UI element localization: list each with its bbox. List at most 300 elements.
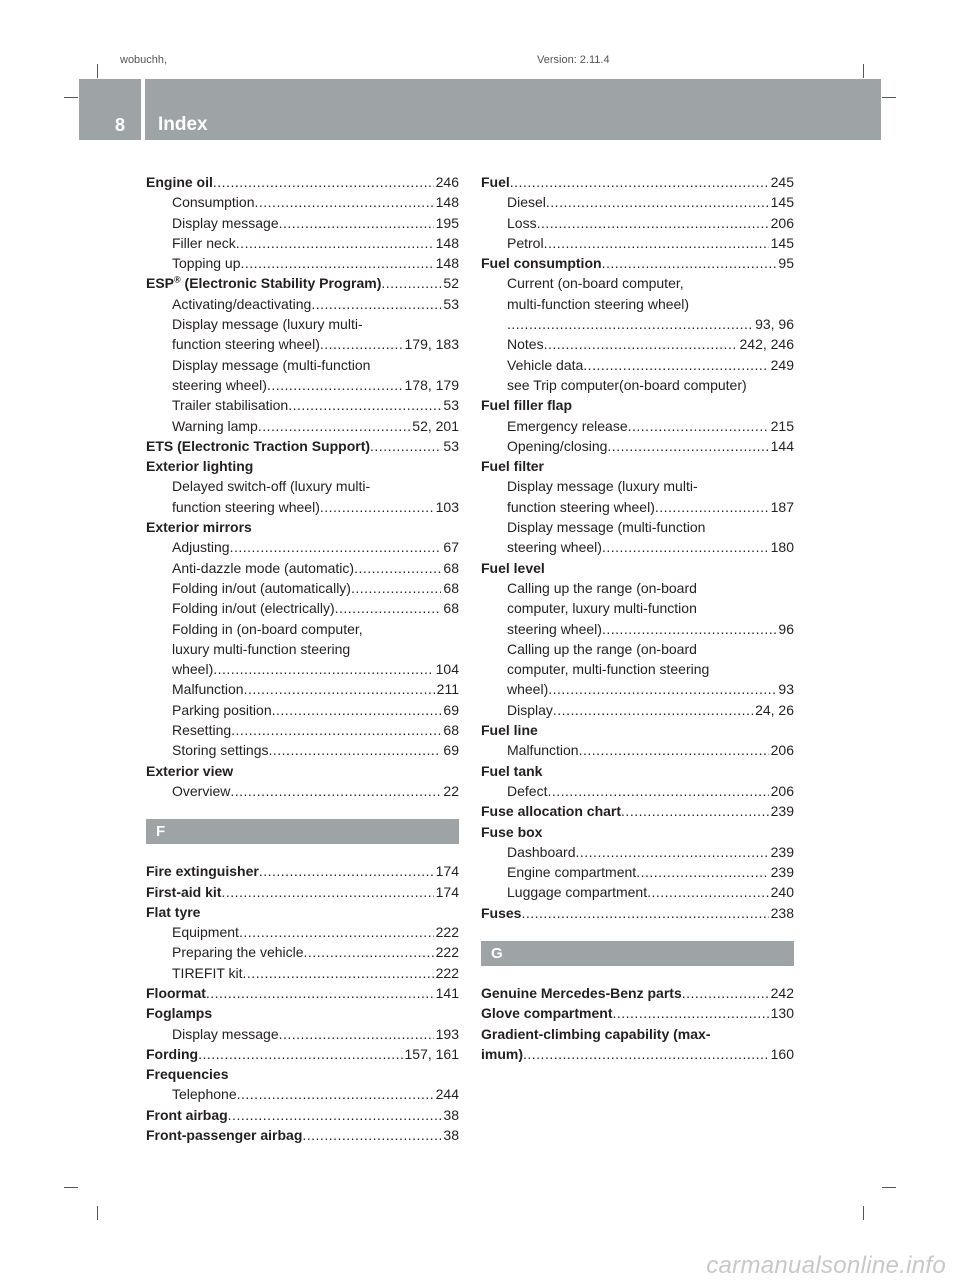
- page-reference[interactable]: 145: [770, 234, 794, 251]
- entry-text: Foglamps: [146, 1005, 213, 1022]
- index-entry: [481, 558, 794, 578]
- entry-text: steering wheel): [507, 539, 602, 556]
- entry-text: Trailer stabilisation: [172, 397, 289, 414]
- page-header: [79, 79, 881, 140]
- leader-dots: [228, 1105, 442, 1125]
- index-subentry: [146, 497, 459, 517]
- index-subentry: [146, 314, 459, 334]
- page-reference[interactable]: 38: [443, 1106, 459, 1123]
- leader-dots: [602, 253, 777, 273]
- index-subentry: [481, 355, 794, 375]
- page-reference[interactable]: 222: [435, 964, 459, 981]
- entry-text: Diesel: [507, 194, 546, 211]
- page-reference[interactable]: 239: [770, 803, 794, 820]
- leader-dots: [259, 861, 434, 881]
- index-entry: [146, 861, 459, 881]
- page-reference[interactable]: 69: [443, 701, 459, 718]
- entry-text: Fuel filler flap: [481, 397, 573, 414]
- leader-dots: [272, 700, 442, 720]
- index-entry: [146, 1064, 459, 1084]
- entry-text: wheel): [172, 661, 214, 678]
- page-reference[interactable]: 38: [443, 1127, 459, 1144]
- leader-dots: [304, 942, 434, 962]
- page-reference[interactable]: 69: [443, 742, 459, 759]
- page-reference[interactable]: 141: [435, 984, 459, 1001]
- entry-text: Front-passenger airbag: [146, 1127, 303, 1144]
- entry-text: Fuel level: [481, 559, 545, 576]
- page-reference[interactable]: 52: [443, 275, 459, 292]
- page-reference[interactable]: 244: [435, 1086, 459, 1103]
- index-entry: [146, 882, 459, 902]
- leader-dots: [548, 679, 776, 699]
- leader-dots: [647, 882, 769, 902]
- page-reference[interactable]: 187: [770, 498, 794, 515]
- index-entry: [146, 456, 459, 476]
- watermark: carmanualsonline.info: [706, 1252, 946, 1279]
- page-reference[interactable]: 22: [443, 782, 459, 799]
- entry-text: TIREFIT kit: [172, 964, 243, 981]
- entry-text: Malfunction: [507, 742, 579, 759]
- leader-dots: [258, 416, 410, 436]
- index-subentry: [481, 273, 794, 293]
- index-entry: [481, 761, 794, 781]
- index-subentry: [481, 192, 794, 212]
- index-entry: [481, 822, 794, 842]
- index-entry: [146, 1105, 459, 1125]
- entry-text: Fording: [146, 1045, 199, 1062]
- page-reference[interactable]: 145: [770, 194, 794, 211]
- index-subentry: [146, 192, 459, 212]
- page-reference[interactable]: 95: [778, 255, 794, 272]
- leader-dots: [553, 700, 753, 720]
- index-subentry: [146, 395, 459, 415]
- page-title: Index: [158, 114, 208, 135]
- index-subentry: [481, 740, 794, 760]
- entry-text: Display message (luxury multi-: [172, 316, 363, 333]
- entry-text: Folding in (on-board computer,: [172, 620, 363, 637]
- entry-text: Opening/closing: [507, 437, 608, 454]
- leader-dots: [320, 497, 434, 517]
- index-subentry: [146, 213, 459, 233]
- entry-text: Defect: [507, 782, 548, 799]
- index-subentry: [481, 497, 794, 517]
- entry-text: Fuse box: [481, 823, 543, 840]
- index-entry: [146, 172, 459, 192]
- index-subentry: [481, 436, 794, 456]
- entry-text: Display message (multi-function: [172, 356, 371, 373]
- index-subentry: [481, 659, 794, 679]
- index-subentry: [481, 213, 794, 233]
- page-reference[interactable]: 239: [770, 864, 794, 881]
- index-entry: [481, 1044, 794, 1064]
- leader-dots: [579, 740, 769, 760]
- index-entry: [146, 902, 459, 922]
- page-reference[interactable]: 148: [435, 234, 459, 251]
- entry-text: Glove compartment: [481, 1005, 613, 1022]
- index-subentry: [146, 558, 459, 578]
- entry-text: Loss: [507, 214, 537, 231]
- index-subentry: [146, 679, 459, 699]
- entry-text: function steering wheel): [172, 336, 320, 353]
- section-letter: F: [146, 819, 459, 844]
- page-reference[interactable]: 195: [435, 214, 459, 231]
- page-reference[interactable]: 239: [770, 843, 794, 860]
- entry-text: First-aid kit: [146, 883, 222, 900]
- leader-dots: [231, 720, 441, 740]
- leader-dots: [198, 1044, 402, 1064]
- page-reference[interactable]: 240: [770, 884, 794, 901]
- page-reference[interactable]: 157, 161: [404, 1045, 459, 1062]
- entry-text: imum): [481, 1045, 523, 1062]
- index-entry: [146, 1125, 459, 1145]
- entry-text: Display message: [172, 214, 279, 231]
- leader-dots: [288, 395, 441, 415]
- index-entry: [481, 456, 794, 476]
- entry-text: computer, multi-function steering: [507, 661, 710, 678]
- page-reference[interactable]: 53: [443, 437, 459, 454]
- page-reference[interactable]: 68: [443, 579, 459, 596]
- index-subentry: [146, 659, 459, 679]
- entry-text: Filler neck: [172, 234, 236, 251]
- index-entry: [481, 395, 794, 415]
- index-subentry: [146, 253, 459, 273]
- entry-text: Display message: [172, 1025, 279, 1042]
- index-subentry: [146, 476, 459, 496]
- leader-dots: [537, 213, 769, 233]
- leader-dots: [655, 497, 769, 517]
- index-subentry: [146, 720, 459, 740]
- entry-text: Floormat: [146, 984, 206, 1001]
- leader-dots: [267, 375, 403, 395]
- entry-text: Equipment: [172, 924, 239, 941]
- index-entry: [481, 1024, 794, 1044]
- leader-dots: [269, 740, 442, 760]
- entry-text: Exterior lighting: [146, 458, 254, 475]
- page-reference[interactable]: 148: [435, 194, 459, 211]
- index-column-right: [481, 172, 794, 1064]
- leader-dots: [682, 983, 769, 1003]
- page-reference[interactable]: 160: [770, 1045, 794, 1062]
- entry-text: Display message (luxury multi-: [507, 478, 698, 495]
- page-reference[interactable]: 68: [443, 559, 459, 576]
- entry-text: Dashboard: [507, 843, 576, 860]
- index-subentry: [146, 1084, 459, 1104]
- crop-mark: [863, 64, 864, 78]
- page-reference[interactable]: 178, 179: [404, 376, 459, 393]
- page-reference[interactable]: 52, 201: [412, 417, 459, 434]
- entry-text: Topping up: [172, 255, 241, 272]
- file-meta-left: wobuchh,: [120, 54, 168, 66]
- index-entry: [146, 1044, 459, 1064]
- leader-dots: [255, 192, 434, 212]
- entry-text: function steering wheel): [507, 498, 655, 515]
- page-reference[interactable]: 174: [435, 883, 459, 900]
- page-reference[interactable]: 246: [435, 174, 459, 190]
- index-subentry: [481, 476, 794, 496]
- entry-text: Emergency release: [507, 417, 628, 434]
- leader-dots: [241, 253, 434, 273]
- index-subentry: [146, 537, 459, 557]
- leader-dots: [279, 213, 434, 233]
- leader-dots: [523, 1044, 769, 1064]
- page-reference[interactable]: 206: [770, 782, 794, 799]
- page-reference[interactable]: 179, 183: [404, 336, 459, 353]
- index-subentry: [481, 334, 794, 354]
- file-meta-right: Version: 2.11.4: [537, 54, 610, 66]
- page-reference[interactable]: 215: [770, 417, 794, 434]
- crop-mark: [64, 97, 78, 98]
- page-reference[interactable]: 245: [770, 174, 794, 190]
- page-reference[interactable]: 53: [443, 295, 459, 312]
- entry-text: Anti-dazzle mode (automatic): [172, 559, 355, 576]
- entry-text: Delayed switch-off (luxury multi-: [172, 478, 371, 495]
- entry-text: Engine compartment: [507, 864, 637, 881]
- index-subentry: [481, 679, 794, 699]
- entry-text: wheel): [507, 681, 549, 698]
- page-reference[interactable]: 193: [435, 1025, 459, 1042]
- leader-dots: [302, 1125, 441, 1145]
- leader-dots: [544, 334, 738, 354]
- leader-dots: [381, 273, 441, 293]
- page-reference[interactable]: 93: [778, 681, 794, 698]
- index-subentry: [146, 416, 459, 436]
- entry-text: Fuel line: [481, 722, 538, 739]
- leader-dots: [335, 598, 442, 618]
- leader-dots: [239, 922, 434, 942]
- index-subentry: [146, 942, 459, 962]
- entry-text: ETS (Electronic Traction Support): [146, 437, 371, 454]
- entry-text: Notes: [507, 336, 544, 353]
- index-subentry: [481, 882, 794, 902]
- page-reference[interactable]: 53: [443, 397, 459, 414]
- entry-text: Storing settings: [172, 742, 269, 759]
- entry-text: luxury multi-function steering: [172, 640, 351, 657]
- index-entry: [481, 720, 794, 740]
- leader-dots: [612, 1003, 768, 1023]
- page-reference[interactable]: 242, 246: [739, 336, 794, 353]
- entry-text: Display message (multi-function: [507, 519, 706, 536]
- header-divider: [141, 79, 145, 140]
- entry-text: Vehicle data: [507, 356, 584, 373]
- page-reference[interactable]: 103: [435, 498, 459, 515]
- index-subentry: [146, 781, 459, 801]
- leader-dots: [230, 781, 441, 801]
- entry-text: Exterior view: [146, 762, 234, 779]
- entry-text: Fuel filter: [481, 458, 545, 475]
- entry-text: Warning lamp: [172, 417, 258, 434]
- entry-text: Consumption: [172, 194, 255, 211]
- index-entry: [481, 801, 794, 821]
- crop-mark: [97, 1206, 98, 1220]
- crop-mark: [882, 1187, 896, 1188]
- leader-dots: [351, 578, 441, 598]
- page-reference[interactable]: 174: [435, 863, 459, 880]
- leader-dots: [213, 172, 434, 192]
- entry-text: Front airbag: [146, 1106, 228, 1123]
- entry-text: Activating/deactivating: [172, 295, 312, 312]
- page-reference[interactable]: 93, 96: [755, 316, 794, 333]
- page-reference[interactable]: 249: [770, 356, 794, 373]
- page-reference[interactable]: 68: [443, 722, 459, 739]
- index-subentry: [146, 578, 459, 598]
- leader-dots: [621, 801, 769, 821]
- index-subentry: [481, 862, 794, 882]
- leader-dots: [628, 416, 769, 436]
- entry-text: Calling up the range (on-board: [507, 640, 697, 657]
- index-subentry: [146, 355, 459, 375]
- entry-text: Adjusting: [172, 539, 230, 556]
- leader-dots: [230, 537, 442, 557]
- index-subentry: [481, 416, 794, 436]
- entry-text: Calling up the range (on-board: [507, 579, 697, 596]
- crop-mark: [882, 97, 896, 98]
- page-reference[interactable]: 222: [435, 924, 459, 941]
- entry-text: Folding in/out (electrically): [172, 600, 335, 617]
- page-reference[interactable]: 206: [770, 214, 794, 231]
- leader-dots: [311, 294, 441, 314]
- leader-dots: [279, 1024, 434, 1044]
- entry-text: Fuel tank: [481, 762, 543, 779]
- index-subentry: [481, 598, 794, 618]
- leader-dots: [236, 233, 434, 253]
- entry-text: Genuine Mercedes-Benz parts: [481, 984, 682, 1001]
- entry-text: Fuses: [481, 904, 522, 921]
- entry-text: steering wheel): [507, 620, 602, 637]
- leader-dots: [510, 172, 769, 192]
- page-reference[interactable]: 144: [770, 437, 794, 454]
- index-subentry: [481, 619, 794, 639]
- page-reference[interactable]: 104: [435, 661, 459, 678]
- page-reference[interactable]: 206: [770, 742, 794, 759]
- leader-dots: [521, 903, 768, 923]
- index-column-left: [146, 172, 459, 1145]
- index-subentry: [146, 619, 459, 639]
- index-subentry: [146, 294, 459, 314]
- section-letter: G: [481, 941, 794, 966]
- leader-dots: [507, 314, 753, 334]
- leader-dots: [602, 537, 769, 557]
- index-entry: [481, 172, 794, 192]
- leader-dots: [636, 862, 768, 882]
- entry-text: Flat tyre: [146, 903, 201, 920]
- crop-mark: [863, 1206, 864, 1220]
- entry-text: steering wheel): [172, 376, 267, 393]
- leader-dots: [243, 963, 434, 983]
- index-subentry: [146, 922, 459, 942]
- leader-dots: [370, 436, 441, 456]
- entry-text: Exterior mirrors: [146, 519, 252, 536]
- entry-text: Fire extinguisher: [146, 863, 259, 880]
- entry-text: multi-function steering wheel): [507, 295, 690, 312]
- index-entry: [146, 436, 459, 456]
- leader-dots: [576, 842, 769, 862]
- entry-text: computer, luxury multi-function: [507, 600, 697, 617]
- leader-dots: [320, 334, 403, 354]
- index-entry: [146, 1003, 459, 1023]
- leader-dots: [607, 436, 768, 456]
- index-entry: [146, 517, 459, 537]
- page-reference[interactable]: 24, 26: [755, 701, 794, 718]
- leader-dots: [583, 355, 768, 375]
- index-entry: [481, 1003, 794, 1023]
- entry-text: Overview: [172, 782, 231, 799]
- index-entry: [146, 983, 459, 1003]
- crop-mark: [97, 64, 98, 78]
- index-subentry: [481, 233, 794, 253]
- entry-text: Parking position: [172, 701, 272, 718]
- entry-text: ESP® (Electronic Stability Program): [146, 274, 382, 292]
- entry-text: Malfunction: [172, 681, 244, 698]
- index-subentry: [146, 963, 459, 983]
- page-reference[interactable]: 68: [443, 600, 459, 617]
- index-subentry: [481, 314, 794, 334]
- page-reference[interactable]: 180: [770, 539, 794, 556]
- entry-text: Resetting: [172, 722, 232, 739]
- index-entry: [481, 253, 794, 273]
- index-subentry: [481, 781, 794, 801]
- index-subentry: [146, 700, 459, 720]
- leader-dots: [544, 233, 769, 253]
- page-reference[interactable]: 148: [435, 255, 459, 272]
- index-subentry: [146, 375, 459, 395]
- index-subentry: [481, 294, 794, 314]
- entry-text: Display: [507, 701, 553, 718]
- index-subentry: [481, 639, 794, 659]
- entry-text: Gradient-climbing capability (max-: [481, 1025, 711, 1042]
- page-reference[interactable]: 67: [443, 539, 459, 556]
- index-subentry: [481, 842, 794, 862]
- entry-text: Fuel: [481, 174, 510, 190]
- entry-text: Fuel consumption: [481, 255, 602, 272]
- index-subentry: [481, 537, 794, 557]
- index-subentry: [481, 375, 794, 395]
- page-reference[interactable]: 242: [770, 984, 794, 1001]
- index-subentry: [146, 639, 459, 659]
- leader-dots: [206, 983, 434, 1003]
- index-subentry: [481, 578, 794, 598]
- entry-text: Engine oil: [146, 174, 213, 190]
- crop-mark: [64, 1187, 78, 1188]
- leader-dots: [547, 781, 768, 801]
- page-reference[interactable]: 96: [778, 620, 794, 637]
- index-entry: [146, 761, 459, 781]
- index-subentry: [146, 233, 459, 253]
- leader-dots: [546, 192, 769, 212]
- page-reference[interactable]: 211: [436, 681, 459, 698]
- leader-dots: [221, 882, 433, 902]
- leader-dots: [354, 558, 441, 578]
- entry-text: Petrol: [507, 234, 544, 251]
- entry-text: Fuse allocation chart: [481, 803, 622, 820]
- index-subentry: [146, 1024, 459, 1044]
- entry-text: Current (on-board computer,: [507, 275, 684, 292]
- leader-dots: [602, 619, 776, 639]
- index-entry: [481, 983, 794, 1003]
- entry-text: Folding in/out (automatically): [172, 579, 351, 596]
- entry-text: see Trip computer(on-board computer): [507, 376, 747, 393]
- index-subentry: [146, 334, 459, 354]
- page-reference[interactable]: 238: [770, 904, 794, 921]
- page-reference[interactable]: 222: [435, 944, 459, 961]
- entry-text: Luggage compartment: [507, 884, 648, 901]
- index-subentry: [146, 598, 459, 618]
- page-number: 8: [115, 115, 126, 135]
- entry-text: Frequencies: [146, 1066, 229, 1083]
- entry-text: function steering wheel): [172, 498, 320, 515]
- index-subentry: [146, 740, 459, 760]
- page-reference[interactable]: 130: [770, 1005, 794, 1022]
- entry-text: Preparing the vehicle: [172, 944, 304, 961]
